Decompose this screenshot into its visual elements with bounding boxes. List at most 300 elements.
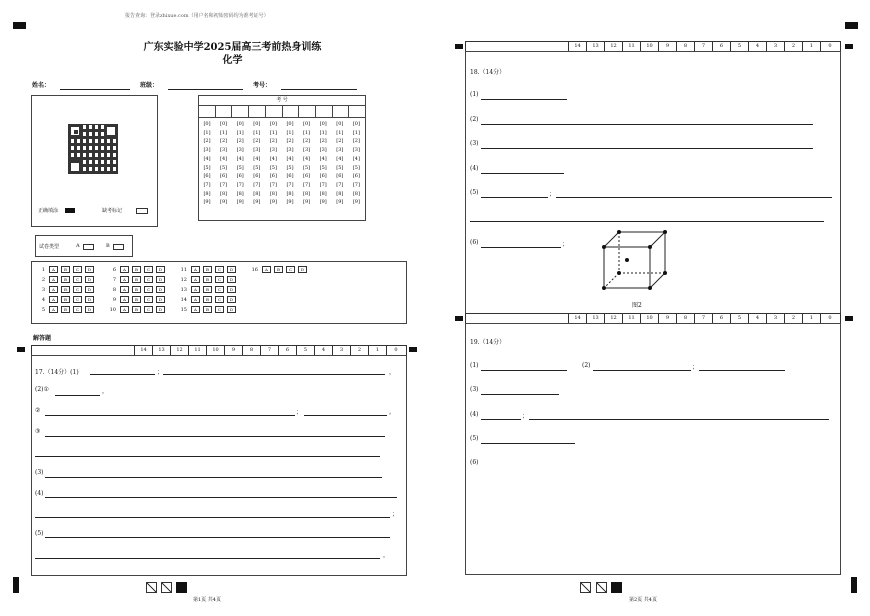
q18-5-field[interactable]: [481, 197, 548, 198]
mc-option-a[interactable]: A: [120, 286, 129, 293]
mc-option-c[interactable]: C: [73, 296, 82, 303]
digit-bubble[interactable]: [2]: [269, 138, 277, 145]
alignment-mark: [851, 577, 857, 593]
mc-option-b[interactable]: B: [61, 296, 70, 303]
digit-bubble[interactable]: [9]: [352, 199, 360, 206]
score-cell[interactable]: 0: [828, 43, 832, 49]
digit-bubble[interactable]: [3]: [203, 147, 211, 154]
score-cell[interactable]: 7: [695, 42, 713, 51]
page-mark-left: [146, 582, 157, 593]
digit-bubble[interactable]: [8]: [286, 190, 294, 197]
mc-option-c[interactable]: C: [144, 306, 153, 313]
q17-2b-field2[interactable]: [304, 415, 387, 416]
mc-option-d[interactable]: D: [227, 296, 236, 303]
mc-number: 14: [180, 296, 187, 303]
q18-head: 18.（14分）: [470, 69, 506, 76]
mc-option-b[interactable]: B: [61, 266, 70, 273]
mc-option-b[interactable]: B: [203, 266, 212, 273]
score-cell[interactable]: 1: [803, 42, 821, 51]
digit-bubble[interactable]: [7]: [303, 181, 311, 188]
score-cell[interactable]: 9: [659, 314, 677, 323]
digit-bubble[interactable]: [7]: [319, 181, 327, 188]
mc-option-c[interactable]: C: [144, 266, 153, 273]
digit-bubble[interactable]: [4]: [236, 155, 244, 162]
digit-bubble[interactable]: [5]: [220, 164, 228, 171]
exam-number-column[interactable]: [284, 120, 296, 207]
digit-bubble[interactable]: [7]: [253, 181, 261, 188]
digit-bubble[interactable]: [9]: [236, 199, 244, 206]
digit-bubble[interactable]: [1]: [220, 129, 228, 136]
digit-bubble[interactable]: [2]: [303, 138, 311, 145]
score-cell[interactable]: 1: [803, 314, 821, 323]
q19-4-field[interactable]: [481, 419, 521, 420]
score-cell[interactable]: 13: [587, 42, 605, 51]
alignment-mark: [845, 22, 858, 29]
digit-bubble[interactable]: [0]: [319, 121, 327, 127]
exam-no-field[interactable]: [281, 89, 357, 90]
q18-1-label: (1): [470, 91, 479, 98]
q18-5-sep: ；: [549, 191, 556, 198]
digit-bubble[interactable]: [5]: [303, 164, 311, 171]
digit-bubble[interactable]: [2]: [203, 138, 211, 145]
score-cell[interactable]: 4: [749, 314, 767, 323]
digit-bubble[interactable]: [5]: [269, 164, 277, 171]
mc-number: 4: [41, 296, 45, 303]
mc-question-2: [37, 276, 97, 283]
score-cell[interactable]: 5: [297, 346, 315, 355]
q19-4-label: (4): [470, 411, 479, 418]
digit-bubble[interactable]: [3]: [336, 147, 344, 154]
mc-option-c[interactable]: C: [73, 266, 82, 273]
q19-4-field2[interactable]: [529, 419, 829, 420]
mc-question-10: [108, 306, 168, 313]
mc-number: 6: [112, 266, 116, 273]
digit-bubble[interactable]: [7]: [286, 181, 294, 188]
q19-2-field2[interactable]: [699, 370, 785, 371]
digit-bubble[interactable]: [0]: [220, 121, 228, 127]
score-cell[interactable]: 11: [623, 314, 641, 323]
alignment-mark: [17, 347, 25, 352]
score-cell[interactable]: 8: [243, 346, 261, 355]
mc-option-c[interactable]: C: [73, 276, 82, 283]
digit-bubble[interactable]: [1]: [203, 129, 211, 136]
digit-bubble[interactable]: [5]: [319, 164, 327, 171]
subject-title: 化学: [222, 55, 243, 66]
exam-number-column[interactable]: [251, 120, 263, 207]
score-cell[interactable]: 6: [279, 346, 297, 355]
page-mark-left: [161, 582, 172, 593]
mc-option-d[interactable]: D: [85, 276, 94, 283]
alignment-mark: [13, 22, 26, 29]
digit-bubble[interactable]: [8]: [352, 190, 360, 197]
mc-option-b[interactable]: B: [132, 306, 141, 313]
mc-number: 11: [180, 266, 187, 273]
mc-option-c[interactable]: C: [215, 266, 224, 273]
digit-bubble[interactable]: [4]: [269, 155, 277, 162]
q17-5-field[interactable]: [45, 537, 390, 538]
digit-bubble[interactable]: [0]: [269, 121, 277, 127]
exam-number-title: 考 号: [199, 96, 365, 106]
score-cell[interactable]: 7: [695, 314, 713, 323]
q18-4-field[interactable]: [481, 173, 564, 174]
digit-bubble[interactable]: [5]: [352, 164, 360, 171]
mc-option-d[interactable]: D: [227, 306, 236, 313]
digit-bubble[interactable]: [1]: [352, 129, 360, 136]
score-cell[interactable]: 7: [261, 346, 279, 355]
mc-option-a[interactable]: A: [191, 276, 200, 283]
mc-option-c[interactable]: C: [215, 306, 224, 313]
digit-bubble[interactable]: [0]: [203, 121, 211, 127]
digit-bubble[interactable]: [1]: [319, 129, 327, 136]
digit-bubble[interactable]: [5]: [336, 164, 344, 171]
score-cell[interactable]: 2: [785, 314, 803, 323]
q17-2b-label: ②: [35, 407, 41, 414]
mc-option-d[interactable]: D: [156, 276, 165, 283]
paper-type-b-box[interactable]: [113, 244, 124, 250]
digit-bubble[interactable]: [2]: [352, 138, 360, 145]
digit-bubble[interactable]: [1]: [269, 129, 277, 136]
digit-bubble[interactable]: [6]: [236, 173, 244, 180]
digit-bubble[interactable]: [3]: [236, 147, 244, 154]
digit-bubble[interactable]: [8]: [319, 190, 327, 197]
mc-option-d[interactable]: D: [156, 296, 165, 303]
mc-option-c[interactable]: C: [215, 276, 224, 283]
mc-option-a[interactable]: A: [120, 306, 129, 313]
digit-bubble[interactable]: [2]: [336, 138, 344, 145]
q17-2a-label: (2)①: [35, 386, 49, 393]
score-cell[interactable]: 6: [713, 314, 731, 323]
q17-2b-end: 。: [389, 409, 396, 416]
q18-3-field[interactable]: [481, 148, 813, 149]
digit-bubble[interactable]: [3]: [286, 147, 294, 154]
mc-option-a[interactable]: A: [49, 306, 58, 313]
mc-option-a[interactable]: A: [191, 296, 200, 303]
digit-bubble[interactable]: [9]: [336, 199, 344, 206]
q17-4-end: ；: [392, 511, 399, 518]
score-cell[interactable]: 10: [641, 42, 659, 51]
score-cell[interactable]: 13: [153, 346, 171, 355]
digit-bubble[interactable]: [2]: [253, 138, 261, 145]
score-cell[interactable]: 4: [315, 346, 333, 355]
digit-bubble[interactable]: [3]: [253, 147, 261, 154]
mc-option-b[interactable]: B: [132, 276, 141, 283]
q17-4-field2[interactable]: [35, 517, 390, 518]
q18-2-field[interactable]: [481, 124, 813, 125]
score-cell[interactable]: 3: [767, 314, 785, 323]
score-cell[interactable]: 14: [135, 346, 153, 355]
digit-bubble[interactable]: [3]: [303, 147, 311, 154]
q17-3-field[interactable]: [45, 477, 382, 478]
digit-bubble[interactable]: [2]: [220, 138, 228, 145]
mc-option-a[interactable]: A: [49, 276, 58, 283]
score-cell[interactable]: 9: [225, 346, 243, 355]
q17-3-label: (3): [35, 469, 44, 476]
mc-option-b[interactable]: B: [203, 296, 212, 303]
mc-option-b[interactable]: B: [274, 266, 283, 273]
score-cell[interactable]: 10: [641, 314, 659, 323]
digit-bubble[interactable]: [8]: [236, 190, 244, 197]
digit-bubble[interactable]: [0]: [336, 121, 344, 127]
digit-bubble[interactable]: [8]: [203, 190, 211, 197]
digit-bubble[interactable]: [0]: [352, 121, 360, 127]
score-cell[interactable]: 13: [587, 314, 605, 323]
mc-option-a[interactable]: A: [120, 296, 129, 303]
exam-number-column[interactable]: [267, 120, 279, 207]
mc-option-a[interactable]: A: [262, 266, 271, 273]
q19-2-field[interactable]: [593, 370, 691, 371]
digit-bubble[interactable]: [9]: [269, 199, 277, 206]
digit-bubble[interactable]: [0]: [286, 121, 294, 127]
mc-option-d[interactable]: D: [298, 266, 307, 273]
mc-option-d[interactable]: D: [156, 266, 165, 273]
digit-bubble[interactable]: [8]: [253, 190, 261, 197]
digit-bubble[interactable]: [9]: [286, 199, 294, 206]
digit-bubble[interactable]: [4]: [253, 155, 261, 162]
digit-bubble[interactable]: [7]: [203, 181, 211, 188]
q19-5-field[interactable]: [481, 443, 575, 444]
digit-bubble[interactable]: [8]: [336, 190, 344, 197]
mc-number: 9: [112, 296, 116, 303]
mc-option-d[interactable]: D: [227, 266, 236, 273]
mc-question-1: [37, 266, 97, 273]
score-cell[interactable]: 12: [605, 314, 623, 323]
q18-3-label: (3): [470, 140, 479, 147]
digit-bubble[interactable]: [0]: [236, 121, 244, 127]
digit-bubble[interactable]: [6]: [352, 173, 360, 180]
score-cell[interactable]: 12: [605, 42, 623, 51]
digit-bubble[interactable]: [7]: [220, 181, 228, 188]
q19-4-sep: ；: [522, 413, 529, 420]
mc-option-d[interactable]: D: [156, 306, 165, 313]
digit-bubble[interactable]: [4]: [352, 155, 360, 162]
digit-bubble[interactable]: [2]: [236, 138, 244, 145]
mc-option-a[interactable]: A: [49, 266, 58, 273]
mc-option-d[interactable]: D: [227, 286, 236, 293]
exam-number-grid: [198, 95, 366, 221]
q17-2c-field2[interactable]: [35, 456, 380, 457]
mc-option-b[interactable]: B: [203, 276, 212, 283]
mc-option-c[interactable]: C: [144, 276, 153, 283]
score-cell[interactable]: 2: [785, 42, 803, 51]
paper-type-a-box[interactable]: [83, 244, 94, 250]
q19-6-label: (6): [470, 459, 479, 466]
q19-2-label: (2): [582, 362, 591, 369]
score-cell[interactable]: 0: [828, 315, 832, 321]
score-cell[interactable]: 1: [369, 346, 387, 355]
mc-option-b[interactable]: B: [132, 296, 141, 303]
exam-number-column[interactable]: [201, 120, 213, 207]
score-cell[interactable]: 14: [569, 314, 587, 323]
exam-number-column[interactable]: [218, 120, 230, 207]
q18-5-field3[interactable]: [470, 221, 824, 222]
digit-bubble[interactable]: [1]: [303, 129, 311, 136]
q19-5-label: (5): [470, 435, 479, 442]
score-cell[interactable]: 4: [749, 42, 767, 51]
figure-caption: 图2: [632, 302, 642, 309]
q19-3-field[interactable]: [481, 394, 559, 395]
q17-answer-box: [31, 355, 407, 576]
q18-1-field[interactable]: [481, 99, 567, 100]
digit-bubble[interactable]: [1]: [253, 129, 261, 136]
mc-question-8: [108, 286, 168, 293]
cube-figure: [597, 225, 672, 293]
score-cell[interactable]: 5: [731, 314, 749, 323]
digit-bubble[interactable]: [5]: [253, 164, 261, 171]
mc-option-b[interactable]: B: [203, 306, 212, 313]
score-cell[interactable]: 3: [767, 42, 785, 51]
mc-option-d[interactable]: D: [85, 306, 94, 313]
score-cell[interactable]: 11: [623, 42, 641, 51]
mc-option-d[interactable]: D: [85, 286, 94, 293]
mc-option-c[interactable]: C: [144, 296, 153, 303]
mc-option-a[interactable]: A: [120, 276, 129, 283]
q17-2b-sep: ；: [296, 409, 303, 416]
score-cell[interactable]: 12: [171, 346, 189, 355]
digit-bubble[interactable]: [6]: [286, 173, 294, 180]
digit-bubble[interactable]: [5]: [203, 164, 211, 171]
score-cell[interactable]: 14: [569, 42, 587, 51]
q17-2c-field[interactable]: [45, 436, 385, 437]
q17-1a[interactable]: [90, 374, 155, 375]
qr-code-icon: [68, 124, 118, 174]
q18-6-field[interactable]: [481, 247, 561, 248]
digit-bubble[interactable]: [2]: [286, 138, 294, 145]
digit-bubble[interactable]: [1]: [336, 129, 344, 136]
digit-bubble[interactable]: [9]: [319, 199, 327, 206]
mc-option-a[interactable]: A: [49, 286, 58, 293]
exam-number-bubbles[interactable]: [199, 118, 365, 218]
mc-option-b[interactable]: B: [203, 286, 212, 293]
score-cell[interactable]: 8: [677, 314, 695, 323]
score-cell[interactable]: 11: [189, 346, 207, 355]
exam-number-column[interactable]: [317, 120, 329, 207]
mc-number: 10: [109, 306, 116, 313]
mc-option-a[interactable]: A: [191, 286, 200, 293]
digit-bubble[interactable]: [6]: [319, 173, 327, 180]
mc-option-c[interactable]: C: [215, 286, 224, 293]
q17-4-field[interactable]: [45, 497, 397, 498]
name-field[interactable]: [60, 89, 130, 90]
digit-bubble[interactable]: [4]: [303, 155, 311, 162]
digit-bubble[interactable]: [6]: [220, 173, 228, 180]
digit-bubble[interactable]: [6]: [303, 173, 311, 180]
digit-bubble[interactable]: [8]: [220, 190, 228, 197]
digit-bubble[interactable]: [6]: [336, 173, 344, 180]
score-cell[interactable]: 8: [677, 42, 695, 51]
exam-number-column[interactable]: [301, 120, 313, 207]
page-mark-right: [580, 582, 591, 593]
digit-bubble[interactable]: [5]: [286, 164, 294, 171]
digit-bubble[interactable]: [6]: [203, 173, 211, 180]
digit-bubble[interactable]: [7]: [236, 181, 244, 188]
score-cell[interactable]: 5: [731, 42, 749, 51]
mc-option-a[interactable]: A: [49, 296, 58, 303]
digit-bubble[interactable]: [3]: [319, 147, 327, 154]
digit-bubble[interactable]: [8]: [269, 190, 277, 197]
digit-bubble[interactable]: [4]: [203, 155, 211, 162]
q19-1-field[interactable]: [481, 370, 567, 371]
mc-option-d[interactable]: D: [227, 276, 236, 283]
digit-bubble[interactable]: [9]: [303, 199, 311, 206]
digit-bubble[interactable]: [8]: [303, 190, 311, 197]
absent-mark-box[interactable]: [136, 208, 148, 214]
digit-bubble[interactable]: [4]: [319, 155, 327, 162]
q17-1b[interactable]: [163, 374, 385, 375]
exam-number-column[interactable]: [234, 120, 246, 207]
digit-bubble[interactable]: [3]: [269, 147, 277, 154]
mc-number: 16: [251, 266, 258, 273]
q17-2b-field[interactable]: [45, 415, 295, 416]
digit-bubble[interactable]: [3]: [352, 147, 360, 154]
score-cell[interactable]: 9: [659, 42, 677, 51]
q17-2a-field[interactable]: [55, 395, 100, 396]
mc-option-a[interactable]: A: [191, 306, 200, 313]
mc-option-b[interactable]: B: [132, 266, 141, 273]
mc-option-b[interactable]: B: [61, 276, 70, 283]
mc-option-c[interactable]: C: [215, 296, 224, 303]
digit-bubble[interactable]: [6]: [269, 173, 277, 180]
score-cell[interactable]: 10: [207, 346, 225, 355]
q18-4-label: (4): [470, 165, 479, 172]
q18-5-field2[interactable]: [556, 197, 832, 198]
q19-1-label: (1): [470, 362, 479, 369]
digit-bubble[interactable]: [1]: [286, 129, 294, 136]
mc-option-b[interactable]: B: [61, 286, 70, 293]
digit-bubble[interactable]: [4]: [286, 155, 294, 162]
digit-bubble[interactable]: [2]: [319, 138, 327, 145]
score-cell[interactable]: 6: [713, 42, 731, 51]
mc-option-c[interactable]: C: [144, 286, 153, 293]
mc-option-a[interactable]: A: [120, 266, 129, 273]
mc-option-c[interactable]: C: [286, 266, 295, 273]
mc-option-b[interactable]: B: [132, 286, 141, 293]
digit-bubble[interactable]: [4]: [220, 155, 228, 162]
digit-bubble[interactable]: [0]: [303, 121, 311, 127]
q17-comma: ，: [389, 369, 396, 376]
digit-bubble[interactable]: [5]: [236, 164, 244, 171]
q19-2-sep: ；: [692, 364, 699, 371]
digit-bubble[interactable]: [6]: [253, 173, 261, 180]
exam-number-column[interactable]: [350, 120, 362, 207]
digit-bubble[interactable]: [7]: [352, 181, 360, 188]
mc-option-d[interactable]: D: [85, 266, 94, 273]
digit-bubble[interactable]: [1]: [236, 129, 244, 136]
digit-bubble[interactable]: [3]: [220, 147, 228, 154]
q18-6-end: ；: [562, 241, 569, 248]
digit-bubble[interactable]: [0]: [253, 121, 261, 127]
score-cell[interactable]: 2: [351, 346, 369, 355]
digit-bubble[interactable]: [7]: [269, 181, 277, 188]
q17-5-field2[interactable]: [35, 558, 380, 559]
score-cell[interactable]: 0: [394, 347, 398, 353]
q18-6-label: (6): [470, 239, 479, 246]
exam-number-column[interactable]: [334, 120, 346, 207]
digit-bubble[interactable]: [7]: [336, 181, 344, 188]
score-cell[interactable]: 3: [333, 346, 351, 355]
digit-bubble[interactable]: [9]: [220, 199, 228, 206]
mc-option-d[interactable]: D: [85, 296, 94, 303]
mc-option-c[interactable]: C: [73, 306, 82, 313]
digit-bubble[interactable]: [9]: [203, 199, 211, 206]
mc-option-b[interactable]: B: [61, 306, 70, 313]
class-field[interactable]: [168, 89, 243, 90]
mc-option-d[interactable]: D: [156, 286, 165, 293]
digit-bubble[interactable]: [9]: [253, 199, 261, 206]
digit-bubble[interactable]: [4]: [336, 155, 344, 162]
mc-option-c[interactable]: C: [73, 286, 82, 293]
mc-option-a[interactable]: A: [191, 266, 200, 273]
alignment-mark: [845, 44, 853, 49]
